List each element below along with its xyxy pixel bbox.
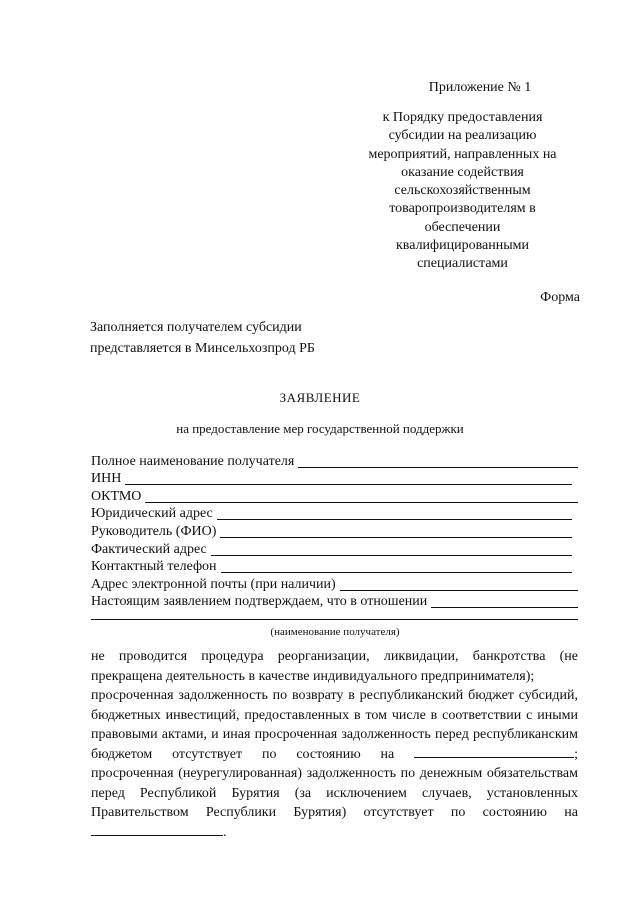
document-title: ЗАЯВЛЕНИЕ	[279, 390, 361, 405]
appendix-line: оказание содействия	[401, 164, 524, 180]
declaration-paragraph-2	[91, 686, 578, 842]
field-label: ИНН	[91, 471, 122, 487]
declaration-text-part: просроченная задолженность по возврату в республиканский бюджет субсидий, бюджетных инвестиций, предоставленных в том числе в соответствии с иными правовыми актами, и иная просроченная задолженность перед республиканским бюджетом отсутствует по состоянию на	[91, 688, 578, 762]
declaration-paragraph-1: не проводится процедура реорганизации, ликвидации, банкротства (не прекращена деятельность в качестве индивидуального предпринимателя);	[91, 649, 578, 684]
fill-in-line[interactable]	[298, 455, 578, 468]
appendix-line: обеспечении	[424, 219, 501, 235]
field-legal-address	[91, 505, 578, 523]
field-label: Фактический адрес	[91, 541, 207, 557]
appendix-description	[355, 109, 570, 274]
recipient-name-line[interactable]	[91, 619, 578, 620]
declaration-text-end: .	[223, 824, 227, 840]
appendix-line: мероприятий, направленных на	[368, 146, 557, 162]
fill-in-line[interactable]	[145, 490, 578, 503]
field-oktmo	[91, 487, 578, 505]
field-label: ОКТМО	[91, 488, 142, 504]
field-email	[91, 575, 578, 593]
fill-note-line-1: Заполняется получателем субсидии	[90, 320, 302, 335]
field-recipient-name	[91, 452, 578, 470]
appendix-line: сельскохозяйственным	[394, 183, 531, 199]
field-label: Юридический адрес	[91, 506, 213, 522]
date-blank[interactable]	[414, 745, 574, 758]
field-label: Адрес электронной почты (при наличии)	[91, 576, 336, 592]
declaration-text-part: ; просроченная (неурегулированная) задолженность по денежным обязательствам перед Республикой Бурятия (за исключением случаев, установленных Правительством Республики Бурятия) отсутствует по состоянию на	[91, 746, 579, 820]
appendix-line: специалистами	[417, 256, 508, 272]
fill-in-line[interactable]	[125, 472, 572, 485]
fill-in-line[interactable]	[217, 507, 572, 520]
fill-note-line-2: представляется в Минсельхозпрод РБ	[90, 341, 315, 356]
appendix-line: к Порядку предоставления	[382, 110, 543, 125]
field-actual-address	[91, 540, 578, 558]
fill-in-line[interactable]	[221, 560, 572, 573]
field-phone	[91, 558, 578, 576]
field-inn	[91, 470, 578, 488]
field-director	[91, 522, 578, 540]
field-label: Контактный телефон	[91, 559, 217, 575]
appendix-line: субсидии на реализацию	[388, 128, 537, 144]
fill-in-line[interactable]	[220, 525, 572, 538]
field-label: Настоящим заявлением подтверждаем, что в отношении	[91, 594, 428, 610]
appendix-line: товаропроизводителям в	[389, 201, 536, 217]
fill-in-line[interactable]	[431, 595, 578, 608]
fill-in-line[interactable]	[211, 543, 572, 556]
form-label: Форма	[540, 290, 580, 305]
appendix-line: квалифицированными	[396, 238, 529, 254]
field-label: Руководитель (ФИО)	[91, 523, 217, 539]
fill-in-line[interactable]	[340, 578, 578, 591]
declaration-text	[91, 647, 578, 842]
appendix-title: Приложение № 1	[428, 80, 532, 95]
applicant-fields	[91, 452, 578, 610]
date-blank[interactable]	[91, 823, 223, 836]
recipient-name-caption: (наименование получателя)	[270, 626, 400, 638]
field-label: Полное наименование получателя	[91, 453, 295, 469]
fill-note	[90, 317, 315, 359]
document-subtitle: на предоставление мер государственной поддержки	[176, 421, 464, 436]
field-confirmation	[91, 593, 578, 611]
